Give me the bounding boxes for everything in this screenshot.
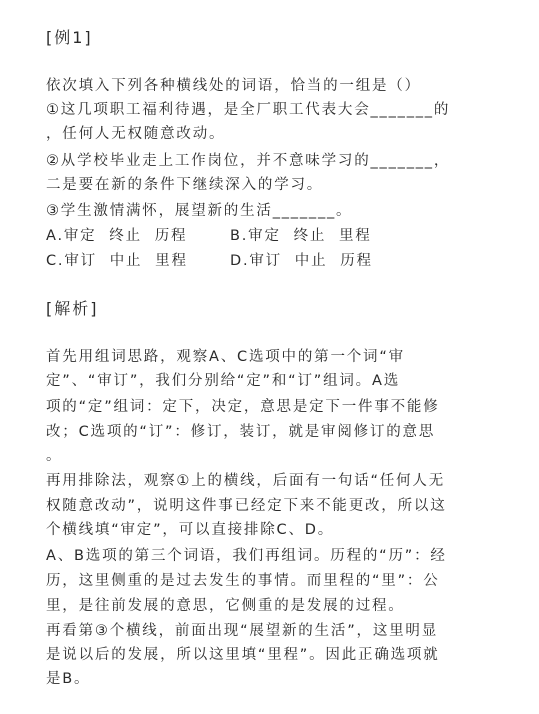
question-text: 依次填入下列各种横线处的词语，恰当的一组是（） xyxy=(46,78,421,94)
question-item-1: ①这几项职工福利待遇，是全厂职工代表大会_______的 xyxy=(46,102,451,118)
analysis-line: 首先用组词思路，观察A、C选项中的第一个词“审 xyxy=(46,349,405,365)
question-item-2-cont: 二是要在新的条件下继续深入的学习。 xyxy=(46,177,324,193)
analysis-line: 权随意改动”，说明这件事已经定下来不能更改，所以这 xyxy=(46,498,447,514)
question-item-1-cont: ，任何人无权随意改动。 xyxy=(46,126,226,142)
option-b: B.审定 终止 里程 xyxy=(230,228,372,244)
analysis-line: 再看第③个横线，前面出现“展望新的生活”，这里明显 xyxy=(46,623,439,639)
analysis-line: 是说以后的发展，所以这里填“里程”。因此正确选项就 xyxy=(46,647,440,663)
option-d: D.审订 中止 历程 xyxy=(230,253,373,269)
example-heading: [例1] xyxy=(46,28,93,47)
analysis-line: 改；C选项的“订”：修订，装订，就是审阅修订的意思 xyxy=(46,424,436,440)
analysis-line: 里，是往前发展的意思，它侧重的是发展的过程。 xyxy=(46,598,405,614)
option-c: C.审订 中止 里程 xyxy=(46,253,188,269)
analysis-line: 历，这里侧重的是过去发生的事情。而里程的“里”：公 xyxy=(46,573,440,589)
analysis-heading: [解析] xyxy=(46,299,99,318)
analysis-line: A、B选项的第三个词语，我们再组词。历程的“历”：经 xyxy=(46,548,447,564)
analysis-line: 。 xyxy=(46,448,63,464)
analysis-line: 定”、“审订”，我们分别给“定”和“订”组词。A选 xyxy=(46,373,401,389)
analysis-line: 再用排除法，观察①上的横线，后面有一句话“任何人无 xyxy=(46,473,446,489)
analysis-line: 是B。 xyxy=(46,671,91,687)
analysis-line: 个横线填“审定”，可以直接排除C、D。 xyxy=(46,522,335,538)
option-a: A.审定 终止 历程 xyxy=(46,228,188,244)
question-item-2: ②从学校毕业走上工作岗位，并不意味学习的_______， xyxy=(46,153,451,169)
analysis-line: 项的“定”组词：定下，决定，意思是定下一件事不能修 xyxy=(46,399,440,415)
question-item-3: ③学生激情满怀，展望新的生活_______。 xyxy=(46,203,353,219)
